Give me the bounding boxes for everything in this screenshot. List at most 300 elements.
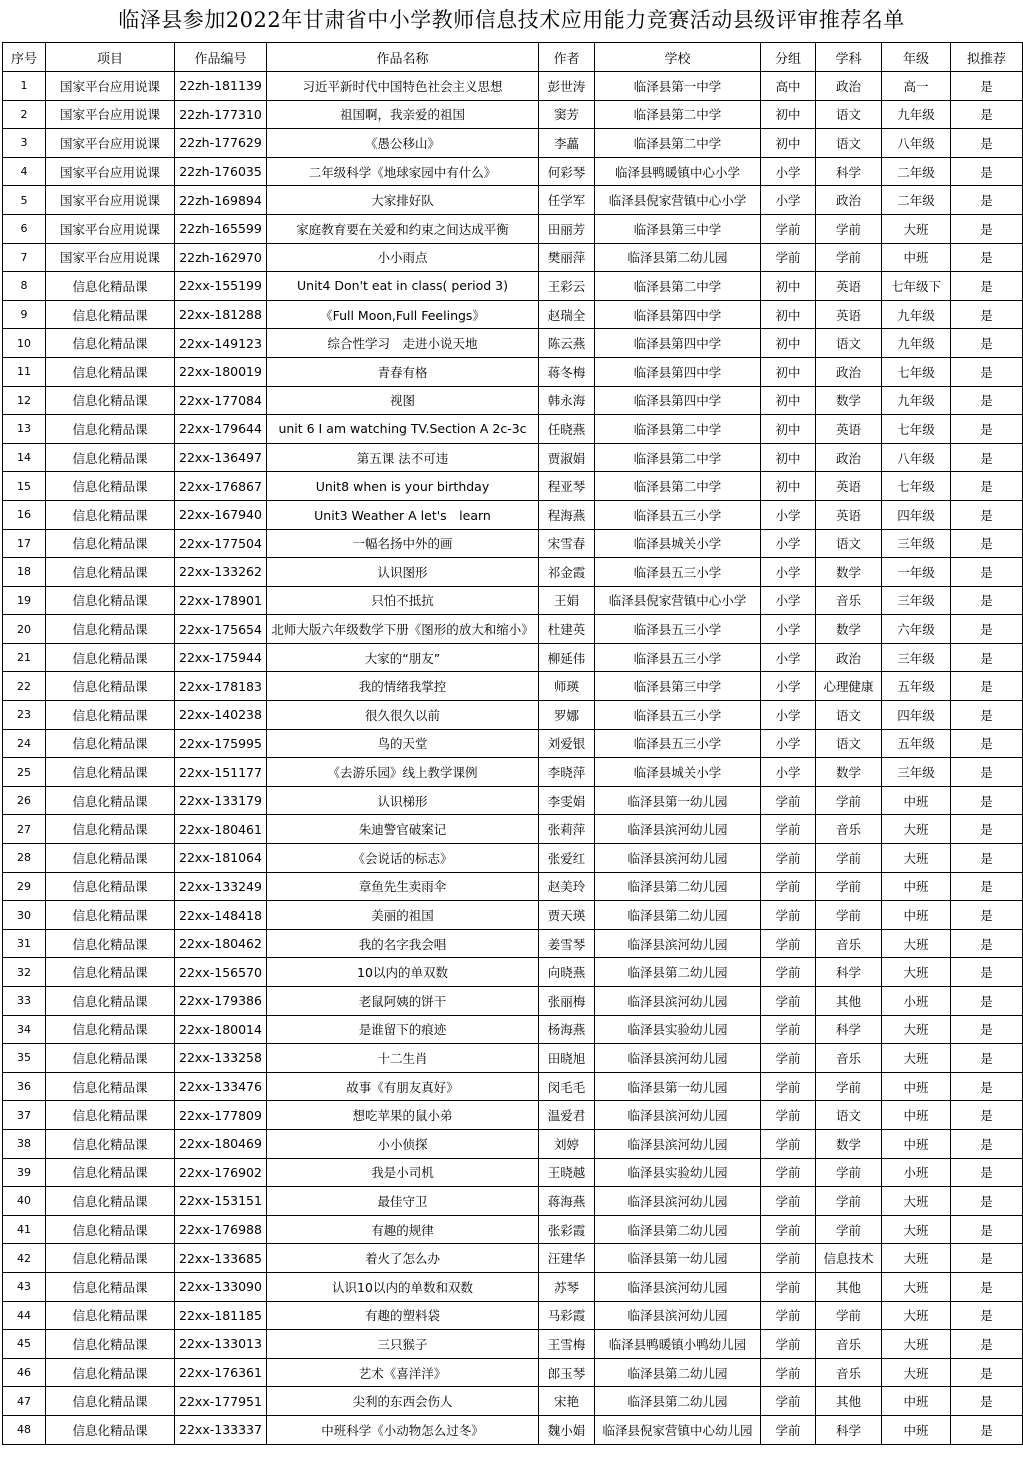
cell-school: 临泽县第一幼儿园 xyxy=(595,1244,761,1273)
cell-grade: 七年级 xyxy=(882,357,951,386)
cell-author: 郎玉琴 xyxy=(539,1358,595,1387)
cell-school: 临泽县倪家营镇中心小学 xyxy=(595,186,761,215)
cell-recommend: 是 xyxy=(951,786,1023,815)
cell-work-id: 22xx-167940 xyxy=(175,500,267,529)
cell-project: 信息化精品课 xyxy=(46,1244,175,1273)
cell-grade: 大班 xyxy=(882,1215,951,1244)
cell-project: 信息化精品课 xyxy=(46,786,175,815)
cell-grade: 二年级 xyxy=(882,186,951,215)
cell-subject: 数学 xyxy=(816,615,882,644)
cell-project: 国家平台应用说课 xyxy=(46,186,175,215)
cell-subject: 音乐 xyxy=(816,1358,882,1387)
cell-school: 临泽县滨河幼儿园 xyxy=(595,1101,761,1130)
cell-project: 信息化精品课 xyxy=(46,729,175,758)
table-row xyxy=(3,1129,1023,1158)
cell-project: 国家平台应用说课 xyxy=(46,129,175,158)
cell-author: 李藟 xyxy=(539,129,595,158)
cell-recommend: 是 xyxy=(951,1101,1023,1130)
cell-group: 初中 xyxy=(761,129,816,158)
cell-grade: 五年级 xyxy=(882,672,951,701)
cell-recommend: 是 xyxy=(951,386,1023,415)
cell-author: 窦芳 xyxy=(539,100,595,129)
cell-work-id: 22zh-181139 xyxy=(175,72,267,101)
cell-author: 蒋冬梅 xyxy=(539,357,595,386)
cell-index: 47 xyxy=(3,1387,46,1416)
cell-work-id: 22xx-180461 xyxy=(175,815,267,844)
cell-subject: 数学 xyxy=(816,1129,882,1158)
cell-work-name: 祖国啊，我亲爱的祖国 xyxy=(267,100,539,129)
cell-grade: 七年级下 xyxy=(882,272,951,301)
cell-grade: 大班 xyxy=(882,815,951,844)
cell-project: 国家平台应用说课 xyxy=(46,100,175,129)
cell-index: 9 xyxy=(3,300,46,329)
cell-grade: 大班 xyxy=(882,958,951,987)
cell-work-name: 一幅名扬中外的画 xyxy=(267,529,539,558)
cell-author: 杜建英 xyxy=(539,615,595,644)
cell-group: 小学 xyxy=(761,643,816,672)
cell-group: 学前 xyxy=(761,958,816,987)
cell-project: 信息化精品课 xyxy=(46,329,175,358)
cell-work-id: 22xx-156570 xyxy=(175,958,267,987)
cell-subject: 英语 xyxy=(816,500,882,529)
cell-index: 14 xyxy=(3,443,46,472)
cell-project: 信息化精品课 xyxy=(46,987,175,1016)
cell-project: 信息化精品课 xyxy=(46,386,175,415)
cell-grade: 二年级 xyxy=(882,157,951,186)
cell-group: 小学 xyxy=(761,615,816,644)
cell-grade: 高一 xyxy=(882,72,951,101)
cell-recommend: 是 xyxy=(951,872,1023,901)
cell-index: 20 xyxy=(3,615,46,644)
cell-work-name: 《去游乐园》线上教学课例 xyxy=(267,758,539,787)
cell-grade: 四年级 xyxy=(882,701,951,730)
cell-group: 学前 xyxy=(761,1044,816,1073)
cell-subject: 科学 xyxy=(816,958,882,987)
header-work-name: 作品名称 xyxy=(267,43,539,72)
header-school: 学校 xyxy=(595,43,761,72)
cell-project: 信息化精品课 xyxy=(46,1301,175,1330)
cell-grade: 中班 xyxy=(882,872,951,901)
table-row xyxy=(3,1044,1023,1073)
table-row xyxy=(3,1301,1023,1330)
cell-subject: 其他 xyxy=(816,987,882,1016)
cell-subject: 音乐 xyxy=(816,929,882,958)
cell-grade: 四年级 xyxy=(882,500,951,529)
cell-subject: 心理健康 xyxy=(816,672,882,701)
cell-recommend: 是 xyxy=(951,1330,1023,1359)
cell-author: 任晓燕 xyxy=(539,415,595,444)
cell-work-name: 中班科学《小动物怎么过冬》 xyxy=(267,1415,539,1444)
cell-grade: 中班 xyxy=(882,901,951,930)
cell-author: 何彩琴 xyxy=(539,157,595,186)
table-row xyxy=(3,815,1023,844)
cell-project: 信息化精品课 xyxy=(46,643,175,672)
cell-work-id: 22xx-180462 xyxy=(175,929,267,958)
cell-subject: 学前 xyxy=(816,1072,882,1101)
cell-grade: 中班 xyxy=(882,1101,951,1130)
table-row xyxy=(3,615,1023,644)
cell-grade: 大班 xyxy=(882,1330,951,1359)
cell-work-name: 我是小司机 xyxy=(267,1158,539,1187)
cell-index: 3 xyxy=(3,129,46,158)
table-row xyxy=(3,1187,1023,1216)
cell-project: 信息化精品课 xyxy=(46,672,175,701)
cell-group: 小学 xyxy=(761,558,816,587)
cell-index: 38 xyxy=(3,1129,46,1158)
cell-school: 临泽县第二中学 xyxy=(595,472,761,501)
cell-group: 学前 xyxy=(761,815,816,844)
cell-school: 临泽县第一中学 xyxy=(595,72,761,101)
cell-school: 临泽县五三小学 xyxy=(595,558,761,587)
cell-recommend: 是 xyxy=(951,815,1023,844)
page-title: 临泽县参加2022年甘肃省中小学教师信息技术应用能力竞赛活动县级评审推荐名单 xyxy=(118,8,905,32)
table-row xyxy=(3,300,1023,329)
cell-work-id: 22xx-176361 xyxy=(175,1358,267,1387)
cell-work-id: 22xx-175995 xyxy=(175,729,267,758)
cell-author: 王娟 xyxy=(539,586,595,615)
cell-index: 21 xyxy=(3,643,46,672)
cell-group: 初中 xyxy=(761,472,816,501)
cell-grade: 小班 xyxy=(882,987,951,1016)
cell-work-name: 想吃苹果的鼠小弟 xyxy=(267,1101,539,1130)
cell-school: 临泽县滨河幼儿园 xyxy=(595,815,761,844)
cell-school: 临泽县第二幼儿园 xyxy=(595,958,761,987)
cell-subject: 英语 xyxy=(816,272,882,301)
cell-author: 陈云燕 xyxy=(539,329,595,358)
cell-recommend: 是 xyxy=(951,558,1023,587)
cell-work-name: unit 6 I am watching TV.Section A 2c-3c xyxy=(267,415,539,444)
cell-subject: 学前 xyxy=(816,786,882,815)
cell-school: 临泽县第一幼儿园 xyxy=(595,786,761,815)
cell-work-name: 大家的“朋友” xyxy=(267,643,539,672)
cell-author: 贾淑娟 xyxy=(539,443,595,472)
cell-subject: 数学 xyxy=(816,758,882,787)
cell-recommend: 是 xyxy=(951,100,1023,129)
table-header-row xyxy=(3,43,1023,72)
cell-work-name: 尖利的东西会伤人 xyxy=(267,1387,539,1416)
cell-work-name: 美丽的祖国 xyxy=(267,901,539,930)
cell-grade: 中班 xyxy=(882,1072,951,1101)
cell-work-id: 22xx-177951 xyxy=(175,1387,267,1416)
table-row xyxy=(3,1158,1023,1187)
cell-grade: 九年级 xyxy=(882,329,951,358)
cell-work-name: 《愚公移山》 xyxy=(267,129,539,158)
header-work-id: 作品编号 xyxy=(175,43,267,72)
cell-school: 临泽县第二中学 xyxy=(595,272,761,301)
cell-author: 宋艳 xyxy=(539,1387,595,1416)
cell-project: 信息化精品课 xyxy=(46,586,175,615)
cell-school: 临泽县第二中学 xyxy=(595,443,761,472)
table-row xyxy=(3,929,1023,958)
cell-work-id: 22zh-165599 xyxy=(175,214,267,243)
cell-school: 临泽县第二幼儿园 xyxy=(595,872,761,901)
table-row xyxy=(3,729,1023,758)
cell-grade: 大班 xyxy=(882,1244,951,1273)
table-row xyxy=(3,672,1023,701)
header-author: 作者 xyxy=(539,43,595,72)
cell-subject: 数学 xyxy=(816,558,882,587)
cell-work-id: 22xx-133179 xyxy=(175,786,267,815)
cell-subject: 科学 xyxy=(816,157,882,186)
cell-school: 临泽县第二幼儿园 xyxy=(595,243,761,272)
cell-author: 张丽梅 xyxy=(539,987,595,1016)
cell-project: 信息化精品课 xyxy=(46,500,175,529)
cell-recommend: 是 xyxy=(951,672,1023,701)
cell-group: 学前 xyxy=(761,1272,816,1301)
cell-school: 临泽县五三小学 xyxy=(595,615,761,644)
cell-subject: 学前 xyxy=(816,214,882,243)
cell-grade: 小班 xyxy=(882,1158,951,1187)
cell-school: 临泽县五三小学 xyxy=(595,729,761,758)
cell-work-id: 22zh-176035 xyxy=(175,157,267,186)
cell-recommend: 是 xyxy=(951,1187,1023,1216)
cell-index: 12 xyxy=(3,386,46,415)
cell-grade: 中班 xyxy=(882,786,951,815)
cell-subject: 音乐 xyxy=(816,815,882,844)
cell-index: 22 xyxy=(3,672,46,701)
cell-recommend: 是 xyxy=(951,1358,1023,1387)
cell-subject: 语文 xyxy=(816,729,882,758)
cell-index: 15 xyxy=(3,472,46,501)
cell-author: 赵瑞全 xyxy=(539,300,595,329)
table-row xyxy=(3,1015,1023,1044)
cell-author: 韩永海 xyxy=(539,386,595,415)
table-row xyxy=(3,1244,1023,1273)
cell-group: 小学 xyxy=(761,157,816,186)
cell-school: 临泽县滨河幼儿园 xyxy=(595,844,761,873)
cell-recommend: 是 xyxy=(951,186,1023,215)
cell-work-name: 家庭教育要在关爱和约束之间达成平衡 xyxy=(267,214,539,243)
cell-work-id: 22xx-180469 xyxy=(175,1129,267,1158)
cell-work-name: 鸟的天堂 xyxy=(267,729,539,758)
cell-grade: 九年级 xyxy=(882,100,951,129)
cell-recommend: 是 xyxy=(951,701,1023,730)
cell-recommend: 是 xyxy=(951,958,1023,987)
cell-recommend: 是 xyxy=(951,72,1023,101)
cell-recommend: 是 xyxy=(951,243,1023,272)
cell-work-id: 22xx-178901 xyxy=(175,586,267,615)
cell-grade: 九年级 xyxy=(882,386,951,415)
cell-work-name: 着火了怎么办 xyxy=(267,1244,539,1273)
cell-group: 学前 xyxy=(761,987,816,1016)
cell-work-id: 22xx-133337 xyxy=(175,1415,267,1444)
cell-project: 信息化精品课 xyxy=(46,1358,175,1387)
cell-school: 临泽县第三中学 xyxy=(595,672,761,701)
table-row xyxy=(3,701,1023,730)
cell-recommend: 是 xyxy=(951,329,1023,358)
cell-work-name: 故事《有朋友真好》 xyxy=(267,1072,539,1101)
cell-work-id: 22xx-140238 xyxy=(175,701,267,730)
table-row xyxy=(3,844,1023,873)
cell-grade: 一年级 xyxy=(882,558,951,587)
cell-work-id: 22xx-177084 xyxy=(175,386,267,415)
cell-author: 刘爱银 xyxy=(539,729,595,758)
table-row xyxy=(3,329,1023,358)
cell-group: 学前 xyxy=(761,214,816,243)
cell-grade: 三年级 xyxy=(882,529,951,558)
cell-work-id: 22xx-176867 xyxy=(175,472,267,501)
table-row xyxy=(3,186,1023,215)
cell-recommend: 是 xyxy=(951,500,1023,529)
table-row xyxy=(3,100,1023,129)
cell-work-name: 小小侦探 xyxy=(267,1129,539,1158)
cell-work-id: 22zh-169894 xyxy=(175,186,267,215)
cell-work-id: 22xx-153151 xyxy=(175,1187,267,1216)
table-row xyxy=(3,758,1023,787)
cell-group: 小学 xyxy=(761,529,816,558)
cell-school: 临泽县第四中学 xyxy=(595,357,761,386)
cell-grade: 中班 xyxy=(882,1387,951,1416)
table-row xyxy=(3,1215,1023,1244)
cell-recommend: 是 xyxy=(951,129,1023,158)
cell-recommend: 是 xyxy=(951,586,1023,615)
cell-school: 临泽县第二幼儿园 xyxy=(595,1387,761,1416)
cell-index: 42 xyxy=(3,1244,46,1273)
cell-author: 张彩霞 xyxy=(539,1215,595,1244)
cell-index: 17 xyxy=(3,529,46,558)
cell-project: 信息化精品课 xyxy=(46,1272,175,1301)
cell-project: 信息化精品课 xyxy=(46,415,175,444)
cell-work-id: 22xx-148418 xyxy=(175,901,267,930)
header-project: 项目 xyxy=(46,43,175,72)
table-row xyxy=(3,157,1023,186)
cell-work-name: 二年级科学《地球家园中有什么》 xyxy=(267,157,539,186)
cell-grade: 中班 xyxy=(882,243,951,272)
cell-grade: 大班 xyxy=(882,1044,951,1073)
cell-group: 学前 xyxy=(761,1330,816,1359)
cell-author: 程海燕 xyxy=(539,500,595,529)
header-recommend: 拟推荐 xyxy=(951,43,1023,72)
cell-author: 田晓旭 xyxy=(539,1044,595,1073)
cell-work-name: 很久很久以前 xyxy=(267,701,539,730)
table-row xyxy=(3,987,1023,1016)
cell-work-id: 22xx-175944 xyxy=(175,643,267,672)
cell-project: 信息化精品课 xyxy=(46,1330,175,1359)
cell-work-name: 最佳守卫 xyxy=(267,1187,539,1216)
table-row xyxy=(3,586,1023,615)
cell-grade: 八年级 xyxy=(882,129,951,158)
table-row xyxy=(3,415,1023,444)
cell-work-name: Unit8 when is your birthday xyxy=(267,472,539,501)
cell-index: 31 xyxy=(3,929,46,958)
cell-grade: 大班 xyxy=(882,1301,951,1330)
cell-school: 临泽县第二中学 xyxy=(595,100,761,129)
table-row xyxy=(3,901,1023,930)
cell-index: 30 xyxy=(3,901,46,930)
cell-index: 35 xyxy=(3,1044,46,1073)
cell-project: 信息化精品课 xyxy=(46,1072,175,1101)
cell-author: 张爱红 xyxy=(539,844,595,873)
cell-grade: 三年级 xyxy=(882,643,951,672)
cell-recommend: 是 xyxy=(951,615,1023,644)
cell-recommend: 是 xyxy=(951,729,1023,758)
cell-work-id: 22xx-133258 xyxy=(175,1044,267,1073)
cell-work-id: 22zh-177310 xyxy=(175,100,267,129)
cell-work-name: 大家排好队 xyxy=(267,186,539,215)
cell-subject: 政治 xyxy=(816,643,882,672)
cell-project: 信息化精品课 xyxy=(46,758,175,787)
cell-index: 43 xyxy=(3,1272,46,1301)
cell-author: 杨海燕 xyxy=(539,1015,595,1044)
cell-index: 40 xyxy=(3,1187,46,1216)
cell-index: 16 xyxy=(3,500,46,529)
cell-author: 魏小娟 xyxy=(539,1415,595,1444)
cell-author: 樊丽萍 xyxy=(539,243,595,272)
cell-index: 8 xyxy=(3,272,46,301)
table-row xyxy=(3,786,1023,815)
cell-subject: 学前 xyxy=(816,243,882,272)
cell-grade: 大班 xyxy=(882,1272,951,1301)
cell-group: 初中 xyxy=(761,272,816,301)
cell-school: 临泽县倪家营镇中心小学 xyxy=(595,586,761,615)
cell-work-name: 有趣的规律 xyxy=(267,1215,539,1244)
cell-author: 柳延伟 xyxy=(539,643,595,672)
cell-index: 1 xyxy=(3,72,46,101)
cell-work-id: 22xx-181064 xyxy=(175,844,267,873)
cell-recommend: 是 xyxy=(951,1129,1023,1158)
cell-author: 罗娜 xyxy=(539,701,595,730)
cell-index: 23 xyxy=(3,701,46,730)
table-row xyxy=(3,72,1023,101)
cell-group: 小学 xyxy=(761,586,816,615)
cell-work-name: 章鱼先生卖雨伞 xyxy=(267,872,539,901)
cell-index: 33 xyxy=(3,987,46,1016)
cell-recommend: 是 xyxy=(951,1272,1023,1301)
table-row xyxy=(3,1330,1023,1359)
cell-work-name: Unit3 Weather A let's learn xyxy=(267,500,539,529)
table-row xyxy=(3,1272,1023,1301)
cell-work-name: 青春有格 xyxy=(267,357,539,386)
cell-work-name: 朱迪警官破案记 xyxy=(267,815,539,844)
cell-group: 学前 xyxy=(761,1244,816,1273)
cell-subject: 语文 xyxy=(816,701,882,730)
cell-work-id: 22zh-177629 xyxy=(175,129,267,158)
cell-work-id: 22xx-179386 xyxy=(175,987,267,1016)
table-row xyxy=(3,1072,1023,1101)
cell-school: 临泽县第四中学 xyxy=(595,329,761,358)
cell-project: 国家平台应用说课 xyxy=(46,72,175,101)
cell-work-id: 22xx-177504 xyxy=(175,529,267,558)
cell-group: 初中 xyxy=(761,300,816,329)
cell-group: 小学 xyxy=(761,672,816,701)
cell-school: 临泽县实验幼儿园 xyxy=(595,1158,761,1187)
cell-grade: 中班 xyxy=(882,1415,951,1444)
cell-recommend: 是 xyxy=(951,1387,1023,1416)
cell-grade: 三年级 xyxy=(882,758,951,787)
cell-subject: 学前 xyxy=(816,844,882,873)
cell-group: 小学 xyxy=(761,186,816,215)
table-row xyxy=(3,872,1023,901)
cell-recommend: 是 xyxy=(951,929,1023,958)
cell-group: 小学 xyxy=(761,758,816,787)
cell-work-name: 第五课 法不可违 xyxy=(267,443,539,472)
cell-work-name: Unit4 Don't eat in class( period 3) xyxy=(267,272,539,301)
cell-subject: 语文 xyxy=(816,529,882,558)
cell-project: 信息化精品课 xyxy=(46,1215,175,1244)
cell-index: 29 xyxy=(3,872,46,901)
cell-recommend: 是 xyxy=(951,415,1023,444)
cell-work-name: 认识10以内的单数和双数 xyxy=(267,1272,539,1301)
table-row xyxy=(3,1415,1023,1444)
cell-recommend: 是 xyxy=(951,1072,1023,1101)
cell-project: 信息化精品课 xyxy=(46,357,175,386)
cell-project: 信息化精品课 xyxy=(46,443,175,472)
cell-author: 任学军 xyxy=(539,186,595,215)
cell-work-name: 是谁留下的痕迹 xyxy=(267,1015,539,1044)
cell-project: 信息化精品课 xyxy=(46,901,175,930)
cell-work-name: 《会说话的标志》 xyxy=(267,844,539,873)
cell-school: 临泽县第二幼儿园 xyxy=(595,1215,761,1244)
